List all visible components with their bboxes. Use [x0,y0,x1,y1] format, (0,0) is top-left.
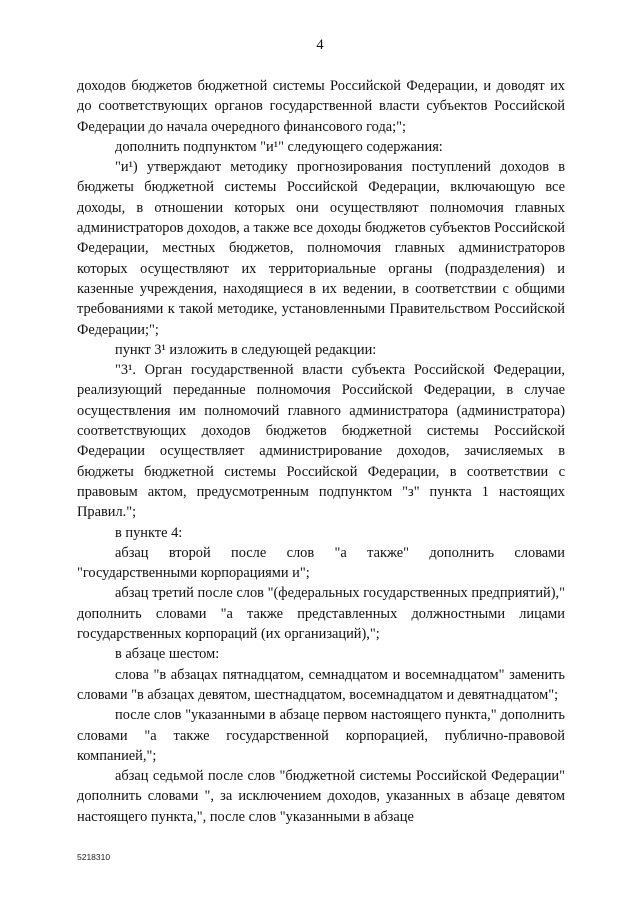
paragraph-subpoint-text: "и¹) утверждают методику прогнозирования поступлений доходов в бюджеты бюджетной системы Российской Федерации, включающую все доходы, в отношении которых они осуществляют полномочия главных администраторов доходов, а также все доходы бюджетов субъектов Российской Федерации, местных бюджетов, полномочия главных администраторов которых осуществляют их территориальные органы (подразделения) и казенные учреждения, находящиеся в их ведении, в соответствии с общими требованиями к такой методике, установленными Правительством Российской Федерации;"; [77,159,565,338]
paragraph-replace-words: слова "в абзацах пятнадцатом, семнадцатом и восемнадцатом" заменить словами "в абзацах девятом, шестнадцатом, восемнадцатом и девятнадцатом"; [77,666,565,703]
page-number: 4 [316,37,324,53]
paragraph-continuation: доходов бюджетов бюджетной системы Российской Федерации, и доводят их до соответствующих органов государственной власти субъектов Российской Федерации до начала очередного финансового года;"; [77,78,565,135]
paragraph-abzac-7: абзац седьмой после слов "бюджетной системы Российской Федерации" дополнить словами ", за исключением доходов, указанных в абзаце девятом настоящего пункта,", после слов "указанными в абзаце [77,768,565,825]
paragraph-abzac-2: абзац второй после слов "а также" дополнить словами "государственными корпорациями и"; [77,544,565,582]
document-code: 5218310 [77,852,111,862]
paragraph-point-3-1-text: "3¹. Орган государственной власти субъекта Российской Федерации, реализующий переданные полномочия Российской Федерации, в случае осуществления им полномочий главного администратора (администратора) соответствующих доходов бюджетов бюджетной системы Российской Федерации осуществляет администрирование доходов, зачисляемых в бюджеты бюджетной системы Российской Федерации, в соответствии с правовым актом, предусмотренным подпунктом "з" пункта 1 настоящих Правил."; [77,362,565,521]
paragraph-point-3-1-intro: пункт 3¹ изложить в следующей редакции: [115,341,377,358]
paragraph-abzac-3: абзац третий после слов "(федеральных государственных предприятий)," дополнить словами "а также представленных должностными лицами государственных корпораций (их организаций),"; [77,585,565,643]
document-body [77,76,565,827]
paragraph-abzac-6-intro: в абзаце шестом: [115,646,220,663]
paragraph-add-subpoint: дополнить подпунктом "и¹" следующего содержания: [115,138,443,155]
paragraph-point-4-intro: в пункте 4: [115,524,183,541]
paragraph-after-words: после слов "указанными в абзаце первом настоящего пункта," дополнить словами "а также государственной корпорацией, публично-правовой компанией,"; [77,707,565,764]
